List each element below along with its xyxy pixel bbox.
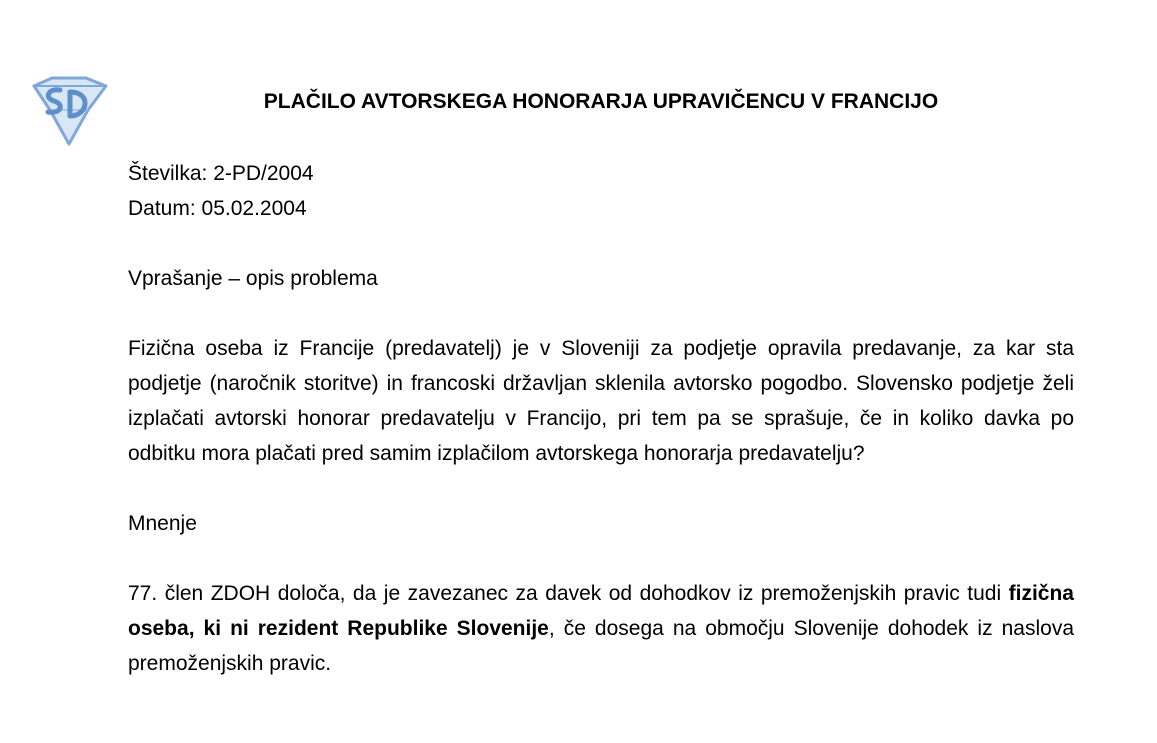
document-number: Številka: 2-PD/2004 — [128, 162, 314, 185]
opinion-heading: Mnenje — [128, 512, 197, 535]
opinion-body-part2: , če dosega na območju Slovenije dohodek iz naslova premoženjskih pravic. — [128, 617, 1074, 675]
question-body: Fizična oseba iz Francije (predavatelj) je v Sloveniji za podjetje opravila predavanje, za kar sta podjetje (naročnik storitve) in francoski državljan sklenila avtorsko pogodbo. Slovensko podjetje želi izplačati avtorski honorar predavatelju v Francijo, pri tem pa se sprašuje, če in koliko davka po odbitku mora plačati pred samim izplačilom avtorskega honorarja predavatelju? — [128, 337, 1074, 465]
opinion-body — [128, 576, 1074, 681]
document-date: Datum: 05.02.2004 — [128, 197, 307, 220]
opinion-body-bold: fizična oseba, ki ni rezident Republike Slovenije — [128, 582, 1074, 640]
sd-logo-icon — [26, 76, 112, 148]
opinion-body-part1: 77. člen ZDOH določa, da je zavezanec za davek od dohodkov iz premoženjskih pravic tudi — [128, 582, 1009, 605]
question-heading: Vprašanje – opis problema — [128, 267, 378, 290]
document-title: PLAČILO AVTORSKEGA HONORARJA UPRAVIČENCU V FRANCIJO — [263, 90, 939, 113]
document-body — [128, 156, 1074, 681]
